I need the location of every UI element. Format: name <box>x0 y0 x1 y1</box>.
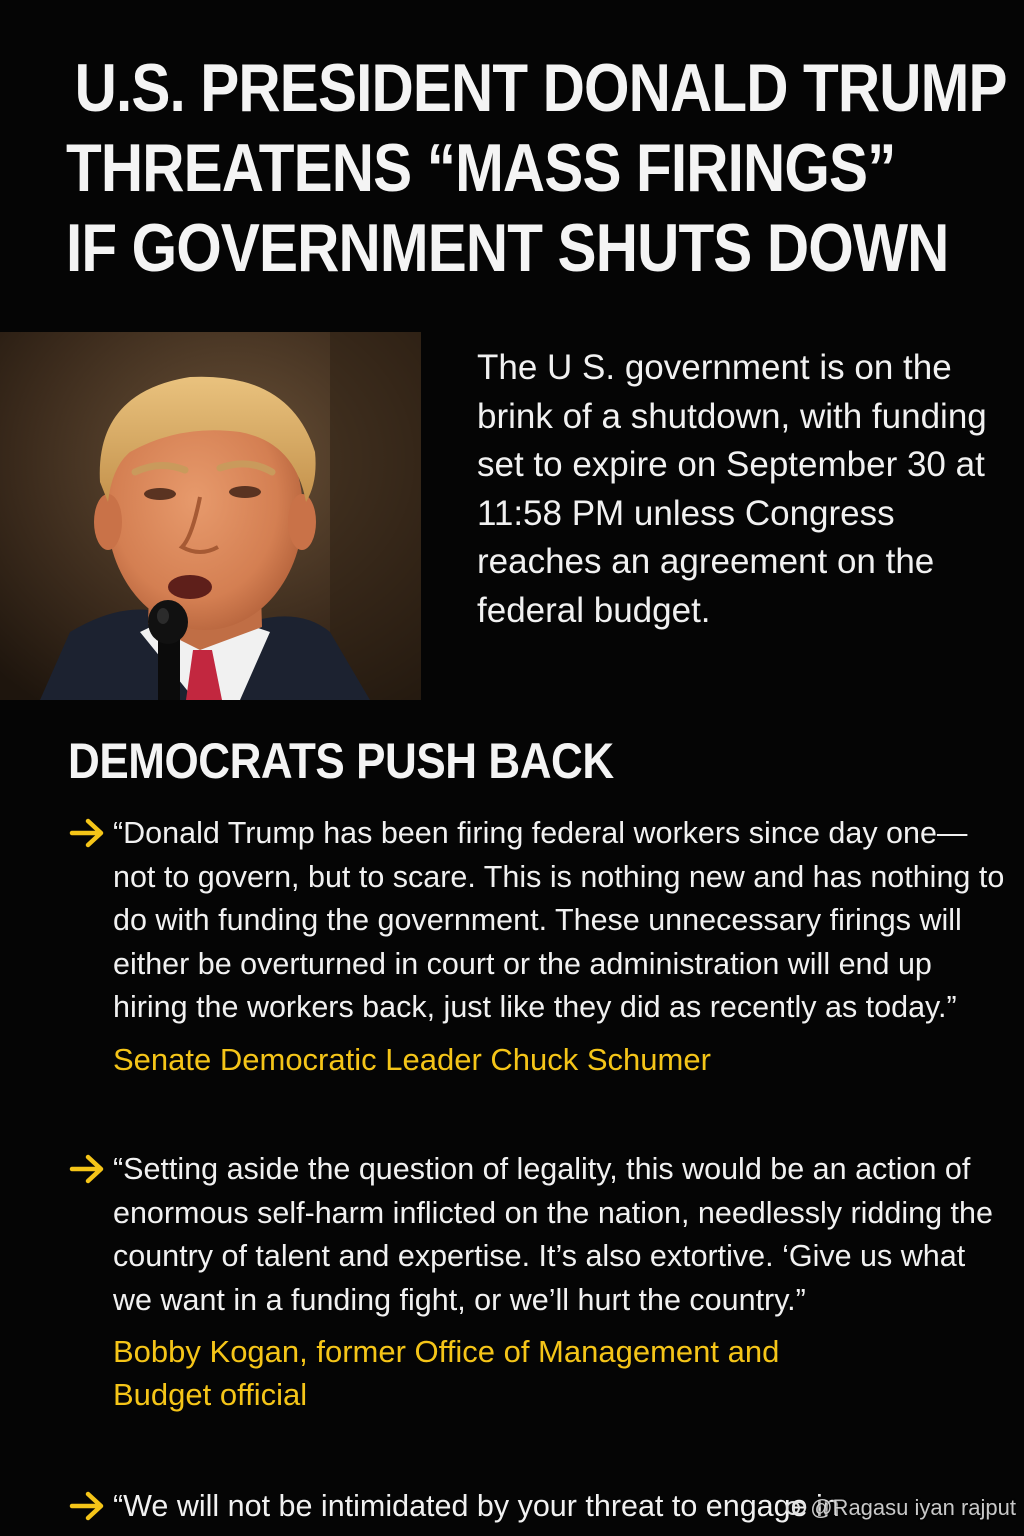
quote-text: “We will not be intimidated by your threat to engage in <box>113 1489 840 1523</box>
speaker-photo <box>0 332 421 700</box>
headline-line-2: THREATENS “MASS FIRINGS” <box>66 130 896 206</box>
watermark <box>786 1494 1016 1522</box>
quote-attribution: Bobby Kogan, former Office of Management and Budget official <box>113 1334 780 1413</box>
watermark-text: @Ragasu iyan rajput <box>810 1495 1016 1520</box>
quote-attribution: Senate Democratic Leader Chuck Schumer <box>113 1041 711 1077</box>
watermark-logo-icon <box>786 1498 806 1518</box>
headline <box>66 48 1007 288</box>
quote-text: “Donald Trump has been firing federal workers since day one—not to govern, but to scare. This is nothing new and has nothing to do with funding the government. These unnecessary firings will either be overturned in court or the administration will end up hiring the workers back, just like they did as recently as today.” <box>113 816 1005 1025</box>
intro-paragraph: The U S. government is on the brink of a shutdown, with funding set to expire on September 30 at 11:58 PM unless Congress reaches an agreement on the federal budget. <box>477 348 987 630</box>
quote-text: “Setting aside the question of legality, this would be an action of enormous self-harm inflicted on the nation, needlessly ridding the country of talent and expertise. It’s also extortive. ‘Give us what we want in a funding fight, or we’ll hurt the country.” <box>113 1152 993 1317</box>
quote-item <box>68 1148 1008 1416</box>
arrow-right-icon <box>68 812 108 854</box>
headline-line-1: U.S. PRESIDENT DONALD TRUMP <box>74 50 1007 126</box>
headline-line-3: IF GOVERNMENT SHUTS DOWN <box>66 210 949 286</box>
section-title: DEMOCRATS PUSH BACK <box>68 733 614 789</box>
arrow-right-icon <box>68 1485 108 1527</box>
quote-item <box>68 812 1008 1081</box>
arrow-right-icon <box>68 1148 108 1190</box>
